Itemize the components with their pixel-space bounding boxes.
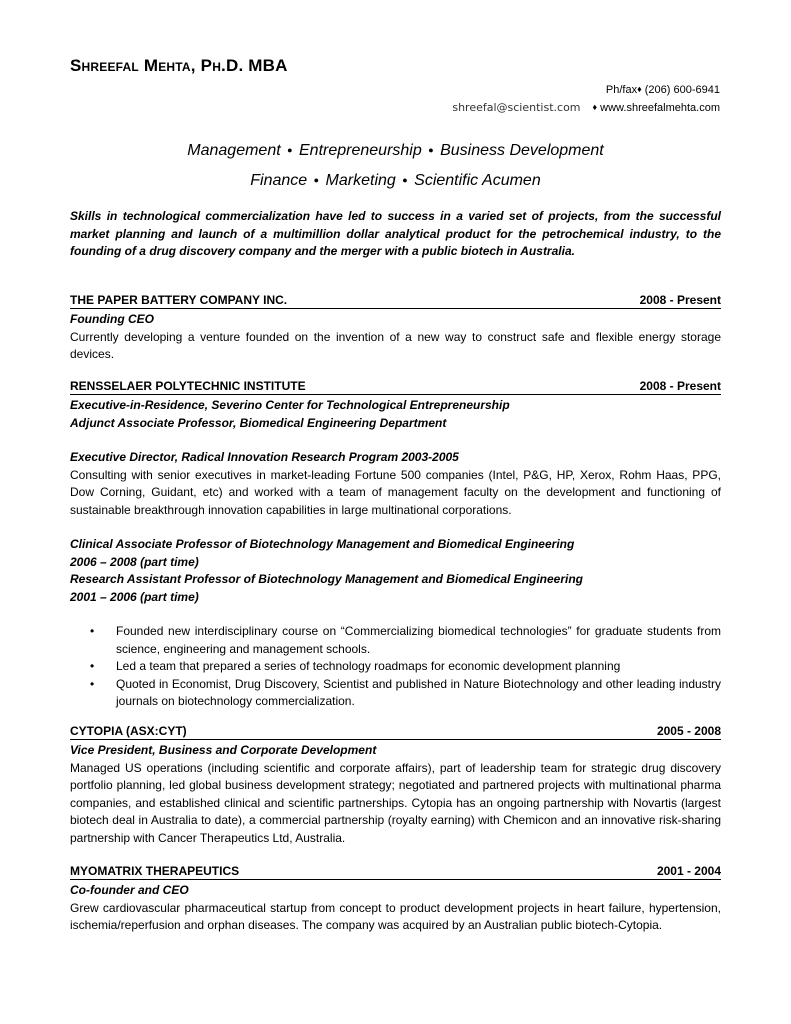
job-dates: 2008 - Present (639, 379, 721, 393)
list-item: • Led a team that prepared a series of technology roadmaps for economic development planning (70, 658, 721, 676)
job-role: Co-founder and CEO (70, 883, 189, 897)
job-role: Executive-in-Residence, Severino Center for Technological Entrepreneurship (70, 398, 510, 412)
company-name: THE PAPER BATTERY COMPANY INC. (70, 293, 288, 307)
phone-line (606, 84, 720, 96)
company-name: RENSSELAER POLYTECHNIC INSTITUTE (70, 379, 306, 393)
job-cytopia (70, 724, 721, 847)
email-web-line (452, 101, 720, 114)
list-item: • Quoted in Economist, Drug Discovery, Scientist and published in Nature Biotechnology and other leading industry journals on biotechnology commercialization. (70, 676, 721, 711)
bullet-dot-icon: ● (287, 145, 293, 155)
tagline-item: Scientific Acumen (414, 172, 541, 189)
summary-paragraph: Skills in technological commercialization have led to success in a varied set of projects, from the successful market planning and launch of a multimillion dollar analytical product for the petrochemical industry, to the founding of a drug discovery company and the merger with a public biotech in Australia. (70, 209, 721, 258)
job-header (70, 864, 721, 880)
website-link[interactable]: www.shreefalmehta.com (600, 102, 720, 114)
tagline-item: Marketing (325, 172, 396, 189)
job-header (70, 293, 721, 309)
diamond-icon: ♦ (637, 84, 642, 94)
company-name: CYTOPIA (ASX:CYT) (70, 724, 187, 738)
job-role: Adjunct Associate Professor, Biomedical Engineering Department (70, 415, 447, 430)
tagline-item: Finance (250, 172, 308, 189)
job-role: Clinical Associate Professor of Biotechnology Management and Biomedical Engineering (70, 537, 575, 551)
phone-number: (206) 600-6941 (644, 84, 720, 96)
job-role-dates: 2001 – 2006 (part time) (70, 589, 199, 604)
company-name: MYOMATRIX THERAPEUTICS (70, 864, 240, 878)
list-item: • Founded new interdisciplinary course on “Commercializing biomedical technologies” for graduate students from science, engineering and management schools. (70, 623, 721, 658)
bullet-dot-icon: ● (428, 145, 434, 155)
job-dates: 2001 - 2004 (656, 864, 721, 878)
tagline-item: Entrepreneurship (299, 142, 422, 159)
job-paper-battery (70, 293, 721, 364)
job-description: Consulting with senior executives in market-leading Fortune 500 companies (Intel, P&G, HP, Xerox, Rohm Haas, PPG, Dow Corning, Guidant, etc) and worked with a team of management faculty on the development and functioning of sustainable breakthrough innovation capabilities in large multinational corporations. (70, 467, 721, 517)
candidate-name: Shreefal Mehta, Ph.D. MBA (70, 56, 288, 75)
job-description: Currently developing a venture founded on the invention of a new way to construct safe and flexible energy storage devices. (70, 329, 721, 361)
job-role: Founding CEO (70, 312, 154, 326)
tagline-line-1 (0, 142, 791, 160)
achievement-list (70, 623, 721, 711)
diamond-icon: ♦ (592, 102, 598, 112)
job-description: Grew cardiovascular pharmaceutical startup from concept to product development projects in heart failure, hypertension, ischemia/reperfusion and orphan diseases. The company was acquired by an Australian public biotech-Cytopia. (70, 900, 721, 932)
tagline-line-2 (0, 172, 791, 190)
job-rpi (70, 379, 721, 711)
bullet-dot-icon: ● (313, 175, 320, 185)
job-dates: 2005 - 2008 (656, 724, 721, 738)
bullet-dot-icon: ● (402, 175, 408, 185)
job-role-dates: 2006 – 2008 (part time) (70, 554, 199, 569)
job-role: Executive Director, Radical Innovation Research Program 2003-2005 (70, 450, 459, 464)
job-description: Managed US operations (including scientific and corporate affairs), part of leadership team for strategic drug discovery portfolio planning, led global business development strategy; negotiated and partnered projects with multinational pharma companies, and established clinical and scientific partnerships. Cytopia has an ongoing partnership with Novartis (largest biotech deal in Australia to date), a commercial partnership (royalty earning) with Chemicon and an innovative risk-sharing partnership with Cancer Therapeutics Ltd, Australia. (70, 760, 721, 845)
phone-label: Ph/fax (605, 84, 638, 96)
job-role: Vice President, Business and Corporate Development (70, 743, 377, 757)
tagline-item: Business Development (440, 142, 604, 159)
tagline-item: Management (187, 142, 281, 159)
job-role: Research Assistant Professor of Biotechnology Management and Biomedical Engineering (70, 572, 583, 586)
job-header (70, 724, 721, 740)
email-link[interactable]: shreefal@scientist.com (452, 101, 581, 114)
job-myomatrix (70, 864, 721, 935)
job-header (70, 379, 721, 395)
job-dates: 2008 - Present (639, 293, 721, 307)
